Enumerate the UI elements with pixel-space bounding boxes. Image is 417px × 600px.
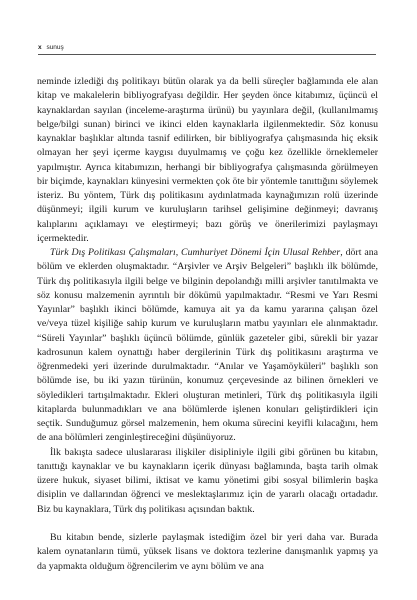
paragraph bbox=[37, 246, 378, 446]
paragraph-text: neminde izlediği dış politikayı bütün olarak ya da belli süreçler bağlamında ele alan kitap ve makalelerin bibliyografyası değildir. Her şeyden önce kitabımız, üçüncü el kaynaklardan sayılan (inceleme-araştırma ürünü) bu yayınlara değil, (kullanılmamış belge/bilgi sunan) birinci ve ikinci elden kaynaklarla ilgilenmektedir. Söz konusu kaynaklar başlıklar altında tasnif edilirken, bir bibliyografya çalışmasında hiç eksik olmayan her şeyi içerme kaygısı duyulmamış ve çoğu kez özellikle örneklemeler yapılmıştır. Ayrıca kitabımızın, herhangi bir bibliyografya çalışmasında görülmeyen bir biçimde, kaynakları künyesini vermekten çok öte bir yöntemle tanıttığını söylemek isteriz. Bu yöntem, Türk dış politikasını aydınlatmada kaynağımızın rolü üzerinde düşünmeyi; ilgili kurum ve kuruluşların tarihsel gelişimine değinmeyi; davranış kalıplarını açıklamayı ve eleştirmeyi; bazı görüş ve önerilerimizi paylaşmayı içermektedir. bbox=[37, 76, 378, 244]
body-text bbox=[37, 75, 378, 574]
page-number: x bbox=[38, 44, 42, 51]
paragraph-text: Bu kitabın bende, sizlerle paylaşmak istediğim özel bir yeri daha var. Burada kalem oynatanların tümü, yüksek lisans ve doktora tezlerine danışmanlık yapmış ya da yapmakta olduğum öğrencilerim ve aynı bölüm ve ana bbox=[37, 532, 378, 572]
paragraph-text: , dört ana bölüm ve eklerden oluşmaktadır. “Arşivler ve Arşiv Belgeleri” başlıklı ilk bölümde, Türk dış politikasıyla ilgili belge ve bilginin depolandığı milli arşivler tanıtılmakta ve söz konusu malzemenin ayrıntılı bir dökümü yapılmaktadır. “Resmi ve Yarı Resmi Yayınlar” başlıklı ikinci bölümde, kamuya ait ya da kamu yararına çalışan özel ve/veya tüzel kişiliğe sahip kurum ve kuruluşların matbu yayınları ele alınmaktadır. “Süreli Yayınlar” başlıklı üçüncü bölümde, günlük gazeteler gibi, sürekli bir yazar kadrosunun kalem oynattığı haber dergilerinin Türk dış politikasını araştırma ve öğrenmedeki yeri üzerinde durulmaktadır. “Anılar ve Yaşamöyküleri” başlıklı son bölümde ise, bu iki yazın türünün, konumuz çerçevesinde az bilinen örnekleri ve söyledikleri tartışılmaktadır. Ekleri oluşturan metinleri, Türk dış politikasıyla ilgili kitaplarda bulunmadıkları ve ana bölümlerde işlenen konuları geliştirdikleri için seçtik. Sunduğumuz görsel malzemenin, hem okuma sürecini keyifli kılacağını, hem de ana bölümleri zenginleştireceğini düşünüyoruz. bbox=[37, 247, 378, 444]
running-header bbox=[38, 43, 376, 55]
section-title: sunuş bbox=[46, 44, 64, 51]
paragraph bbox=[37, 75, 378, 246]
paragraph-text: İlk bakışta sadece uluslararası ilişkiler disipliniyle ilgili gibi görünen bu kitabın, tanıttığı kaynaklar ve bu kaynakların içerik dünyası bağlamında, başta tarih olmak üzere hukuk, siyaset bilimi, iktisat ve kamu yönetimi gibi sosyal bilimlerin başka disiplin ve dallarından öğrenci ve meslektaşlarımız için de yararlı olacağı ortadadır. Biz bu kaynaklara, Türk dış politikası açısından baktık. bbox=[37, 446, 378, 515]
paragraph bbox=[37, 531, 378, 574]
paragraph bbox=[37, 446, 378, 517]
book-title-italic: Türk Dış Politikası Çalışmaları, Cumhuriyet Dönemi İçin Ulusal Rehber bbox=[50, 247, 341, 258]
